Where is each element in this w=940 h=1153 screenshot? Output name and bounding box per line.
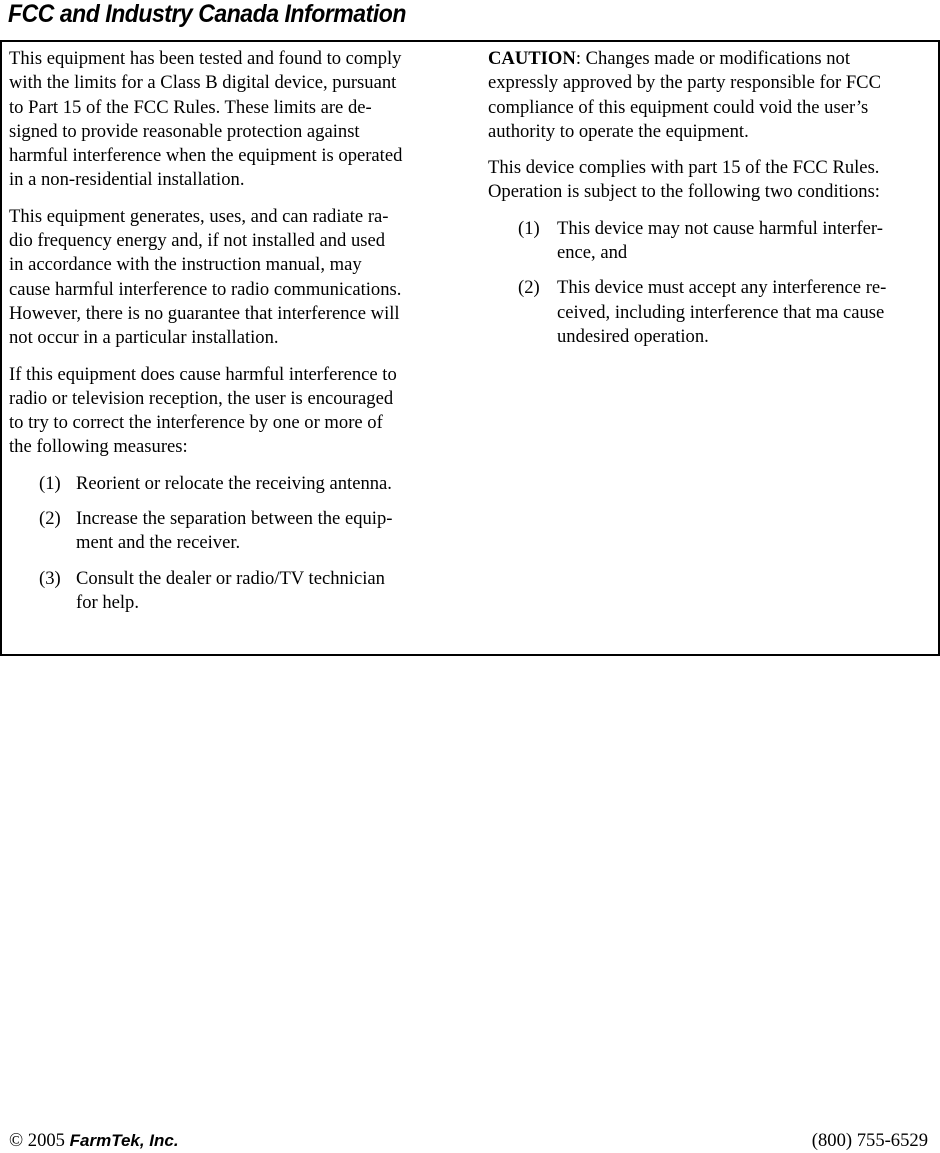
text-line: to Part 15 of the FCC Rules. These limits are de-	[9, 96, 372, 118]
list-item	[9, 472, 455, 496]
text-line: Consult the dealer or radio/TV technician	[76, 567, 385, 589]
list-item	[488, 276, 934, 349]
part-15-compliance-paragraph	[488, 156, 934, 205]
list-item	[488, 217, 934, 266]
text-line: expressly approved by the party responsible for FCC	[488, 72, 881, 94]
copyright-notice	[9, 1129, 179, 1153]
text-line: If this equipment does cause harmful interference to	[9, 363, 397, 385]
company-name: FarmTek, Inc.	[69, 1131, 179, 1150]
text-line: with the limits for a Class B digital device, pursuant	[9, 72, 397, 94]
caution-text: : Changes made or modifications not	[575, 48, 851, 69]
text-line: cause harmful interference to radio communications.	[9, 278, 402, 300]
text-line: undesired operation.	[557, 325, 709, 347]
list-number: (1)	[39, 472, 61, 494]
fcc-notice-box	[0, 40, 940, 656]
text-line: This equipment has been tested and found to comply	[9, 48, 402, 69]
phone-number: (800) 755-6529	[811, 1130, 928, 1151]
text-line	[488, 47, 934, 71]
text-line: ment and the receiver.	[76, 532, 241, 554]
text-line: for help.	[76, 591, 139, 613]
text-line: This equipment generates, uses, and can radiate ra-	[9, 205, 389, 227]
text-line: not occur in a particular installation.	[9, 327, 279, 349]
text-line: However, there is no guarantee that interference will	[9, 302, 400, 324]
list-item	[9, 567, 455, 616]
text-line: dio frequency energy and, if not installed and used	[9, 230, 386, 252]
page-title: FCC and Industry Canada Information	[8, 0, 406, 28]
text-line: Increase the separation between the equip-	[76, 508, 393, 530]
caution-label: CAUTION	[488, 48, 576, 69]
list-item	[9, 507, 455, 556]
caution-paragraph	[488, 47, 934, 144]
text-line: compliance of this equipment could void the user’s	[488, 96, 869, 118]
text-line: Operation is subject to the following two conditions:	[488, 181, 880, 203]
text-line: This device must accept any interference re-	[557, 277, 887, 299]
text-line: to try to correct the interference by one or more of	[9, 412, 383, 434]
list-number: (2)	[518, 277, 540, 299]
radio-frequency-paragraph	[9, 205, 455, 351]
text-line: This device complies with part 15 of the FCC Rules.	[488, 157, 880, 179]
text-line: signed to provide reasonable protection against	[9, 120, 360, 142]
list-number: (2)	[39, 508, 61, 530]
text-line: in accordance with the instruction manual, may	[9, 254, 362, 276]
text-line: radio or television reception, the user is encouraged	[9, 387, 394, 409]
text-line: Reorient or relocate the receiving antenna.	[76, 472, 392, 494]
list-number: (1)	[518, 217, 540, 239]
text-line: ence, and	[557, 242, 628, 264]
text-line: authority to operate the equipment.	[488, 120, 749, 142]
text-line: This device may not cause harmful interfer-	[557, 217, 883, 239]
conditions-list	[488, 217, 934, 349]
class-b-compliance-paragraph	[9, 47, 455, 193]
right-column	[488, 47, 934, 360]
copyright-year: © 2005	[9, 1130, 65, 1151]
list-number: (3)	[39, 567, 61, 589]
text-line: in a non-residential installation.	[9, 169, 245, 191]
interference-measures-intro	[9, 363, 455, 460]
left-column	[9, 47, 455, 626]
text-line: ceived, including interference that ma cause	[557, 301, 885, 323]
text-line: the following measures:	[9, 436, 188, 458]
text-line: harmful interference when the equipment is operated	[9, 145, 403, 167]
measures-list	[9, 472, 455, 615]
